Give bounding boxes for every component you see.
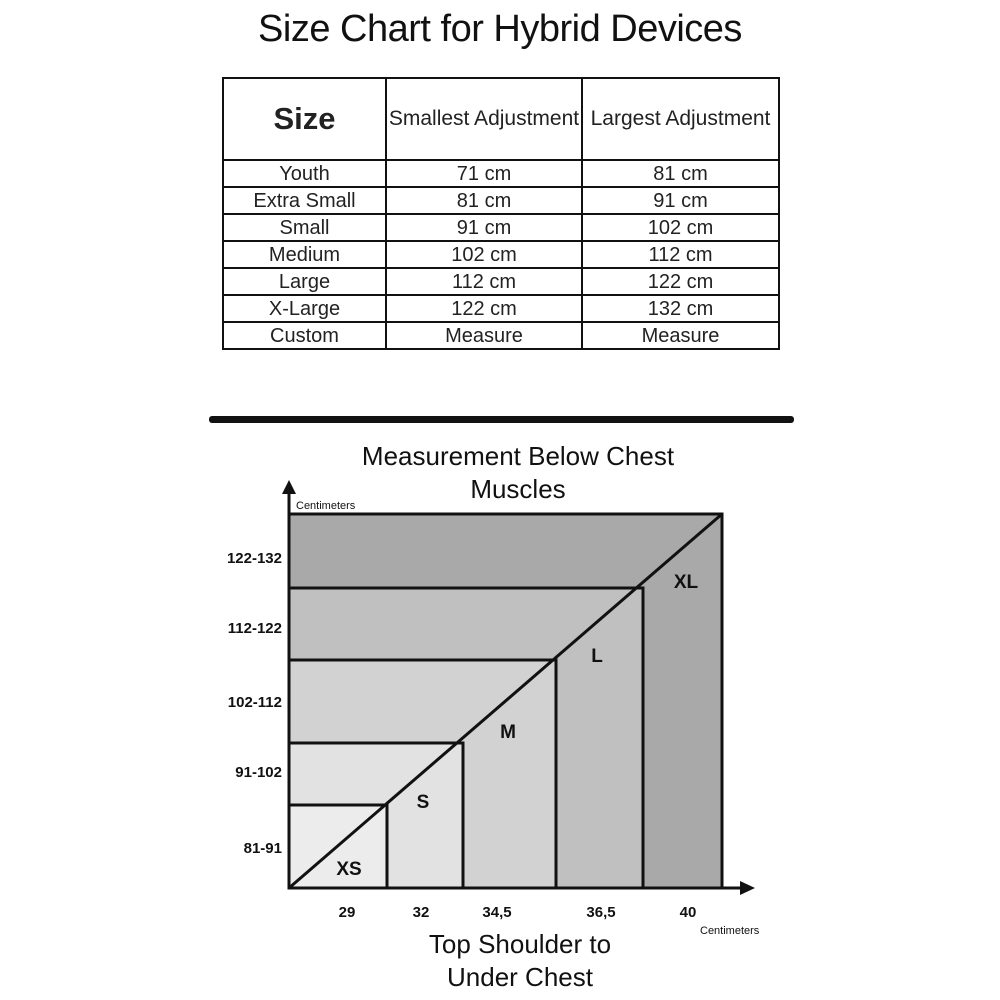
region-label-m: M <box>500 722 516 743</box>
size-cell: Youth <box>223 160 386 187</box>
y-axis-arrow-icon <box>282 480 296 494</box>
region-label-s: S <box>416 792 430 813</box>
column-header-smallest: Smallest Adjustment <box>386 78 582 160</box>
smallest-cell: 91 cm <box>386 214 582 241</box>
region-label-l: L <box>591 646 603 667</box>
largest-cell: 122 cm <box>582 268 779 295</box>
region-label-xs: XS <box>336 859 362 880</box>
size-cell: Medium <box>223 241 386 268</box>
y-tick-label: 112-122 <box>227 620 282 637</box>
y-tick-label: 122-132 <box>226 550 282 567</box>
x-tick-label: 34,5 <box>482 904 512 921</box>
size-cell: X-Large <box>223 295 386 322</box>
x-tick-label: 36,5 <box>586 904 616 921</box>
largest-cell: 91 cm <box>582 187 779 214</box>
x-axis-arrow-icon <box>740 881 755 895</box>
smallest-cell: 81 cm <box>386 187 582 214</box>
region-label-xl: XL <box>673 572 699 593</box>
largest-cell: 132 cm <box>582 295 779 322</box>
largest-cell: 112 cm <box>582 241 779 268</box>
smallest-cell: 122 cm <box>386 295 582 322</box>
chart-title: Measurement Below Chest Muscles <box>361 441 675 504</box>
x-tick-label: 29 <box>338 904 356 921</box>
size-cell: Small <box>223 214 386 241</box>
largest-cell: 102 cm <box>582 214 779 241</box>
largest-cell: 81 cm <box>582 160 779 187</box>
smallest-cell: 112 cm <box>386 268 582 295</box>
page-title: Size Chart for Hybrid Devices <box>258 8 742 50</box>
y-unit-label: Centimeters <box>296 500 356 512</box>
x-axis-title: Top Shoulder to Under Chest <box>428 929 612 992</box>
x-tick-label: 32 <box>412 904 430 921</box>
largest-cell: Measure <box>582 322 779 349</box>
x-unit-label: Centimeters <box>700 925 760 937</box>
smallest-cell: 102 cm <box>386 241 582 268</box>
y-tick-label: 91-102 <box>235 764 282 781</box>
y-tick-label: 102-112 <box>227 694 282 711</box>
size-cell: Large <box>223 268 386 295</box>
smallest-cell: 71 cm <box>386 160 582 187</box>
size-cell: Extra Small <box>223 187 386 214</box>
y-tick-label: 81-91 <box>243 840 282 857</box>
size-cell: Custom <box>223 322 386 349</box>
x-tick-label: 40 <box>679 904 697 921</box>
column-header-largest: Largest Adjustment <box>582 78 779 160</box>
column-header-size: Size <box>223 78 386 160</box>
smallest-cell: Measure <box>386 322 582 349</box>
